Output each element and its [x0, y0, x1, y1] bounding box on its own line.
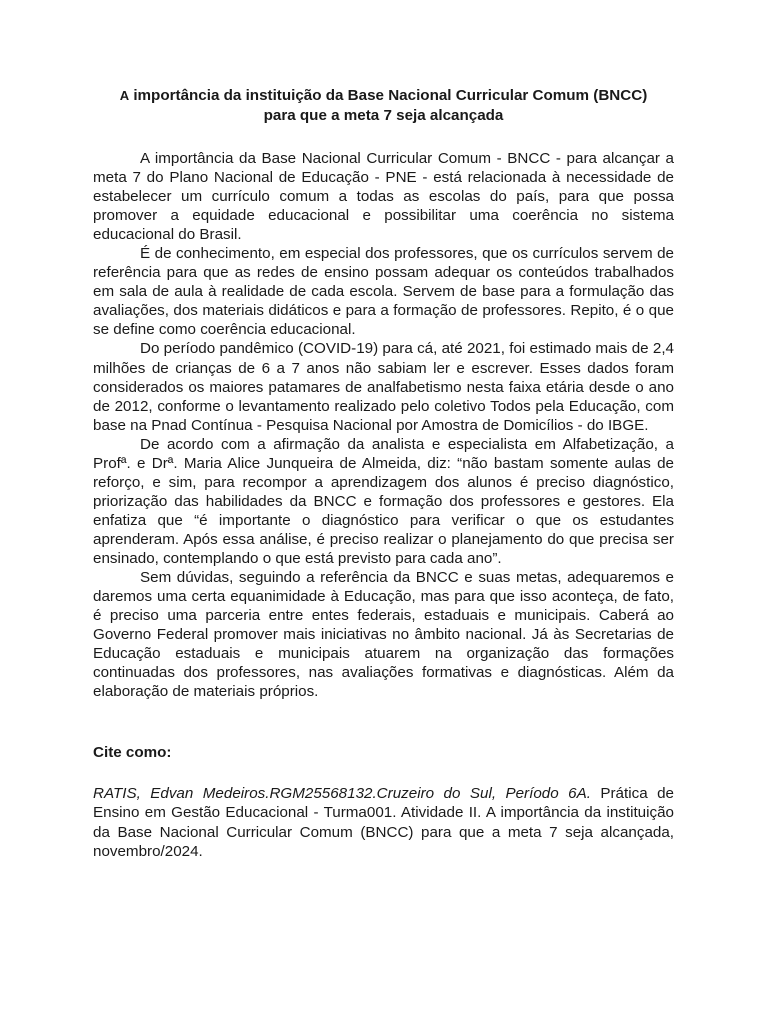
title-line-1-text: importância da instituição da Base Nacional Curricular Comum (BNCC): [129, 87, 648, 104]
paragraph-4: De acordo com a afirmação da analista e especialista em Alfabetização, a Profª. e Drª. Maria Alice Junqueira de Almeida, diz: “não bastam somente aulas de reforço, e sim, para recompor a aprendizagem dos alunos é preciso diagnóstico, priorização das habilidades da BNCC e formação dos professores e gestores. Ela enfatiza que “é importante o diagnóstico para verificar o que os estudantes aprenderam. Após essa análise, é preciso realizar o planejamento do que precisa ser ensinado, contemplando o que está previsto para cada ano”.: [93, 435, 674, 567]
paragraph-3: Do período pandêmico (COVID-19) para cá, até 2021, foi estimado mais de 2,4 milhões de crianças de 6 a 7 anos não sabiam ler e escrever. Esses dados foram considerados os maiores patamares de analfabetismo nesta faixa etária desde o ano de 2012, conforme o levantamento realizado pelo coletivo Todos pela Educação, com base na Pnad Contínua - Pesquisa Nacional por Amostra de Domicílios - do IBGE.: [93, 340, 674, 434]
document-body: [93, 149, 674, 701]
paragraph-5: Sem dúvidas, seguindo a referência da BNCC e suas metas, adequaremos e daremos uma certa equanimidade à Educação, mas para que isso aconteça, de fato, é preciso uma parceria entre entes federais, estaduais e municipais. Caberá ao Governo Federal promover mais iniciativas no âmbito nacional. Já às Secretarias de Educação estaduais e municipais atuarem na organização das formações continuadas dos professores, nas avaliações formativas e diagnósticas. Além da elaboração de materiais próprios.: [93, 569, 674, 701]
citation-activity: Atividade II.: [396, 804, 482, 822]
citation-text: [93, 784, 674, 860]
paragraph-2: É de conhecimento, em especial dos professores, que os currículos servem de referência para que as redes de ensino possam adequar os conteúdos trabalhados em sala de aula à realidade de cada escola. Servem de base para a formulação das avaliações, dos materiais didáticos e para a formação de professores. Repito, é o que se define como coerência educacional.: [93, 245, 674, 339]
title-line-1: [93, 86, 674, 106]
citation-heading: Cite como:: [93, 744, 172, 762]
citation-author: RATIS, Edvan Medeiros.RGM25568132.Cruzeiro do Sul, Período 6A.: [93, 785, 591, 803]
paragraph-1: A importância da Base Nacional Curricular Comum - BNCC - para alcançar a meta 7 do Plano Nacional de Educação - PNE - está relacionada à necessidade de estabelecer um currículo comum a todas as escolas do país, para que possa promover a equidade educacional e possibilitar uma coerência no sistema educacional do Brasil.: [93, 150, 674, 244]
citation-block: [93, 784, 674, 860]
document-title: [93, 86, 674, 126]
title-lead-letter: A: [119, 88, 130, 103]
title-line-2: para que a meta 7 seja alcançada: [263, 107, 504, 124]
citation-title: A importância da instituição da Base Nacional Curricular Comum (BNCC) para que a meta 7 seja alcançada, novembro/2024.: [93, 804, 674, 860]
citation-course: Prática de Ensino em Gestão Educacional - Turma001.: [93, 785, 674, 822]
